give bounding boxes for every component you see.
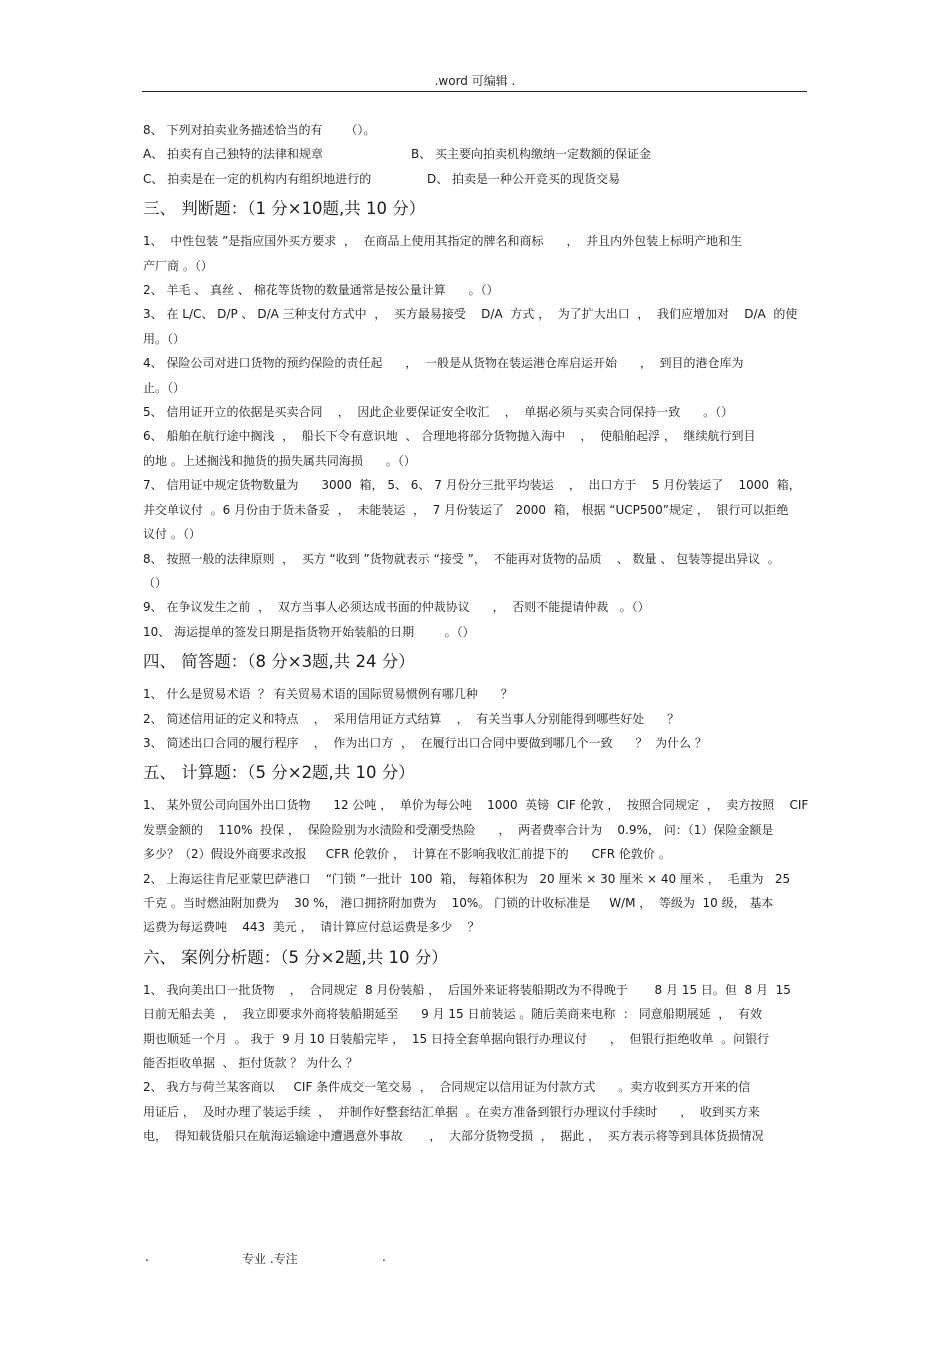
body-line: 8、 按照一般的法律原则 ， 买方 “收到 ”货物就表示 “接受 ”， 不能再对货物的品质 、 数量 、 包装等提出异议 。: [143, 551, 780, 566]
body-line: 7、 信用证中规定货物数量为 3000 箱， 5、 6、 7 月份分三批平均装运 ， 出口方于 5 月份装运了 1000 箱，: [143, 478, 801, 493]
body-line: 止。（）: [143, 380, 186, 395]
body-line: 2、 我方与荷兰某客商以 CIF 条件成交一笔交易 ， 合同规定以信用证为付款方式 。卖方收到买方开来的信: [143, 1080, 751, 1095]
footer-center: 专业 .专注: [242, 1252, 298, 1266]
page-header: .word 可编辑 .: [434, 74, 516, 88]
section-3-title: 三、 判断题：（1 分×10题,共 10 分）: [143, 199, 426, 219]
body-line: 并交单议付 。6 月份由于货未备妥 ， 未能装运 ， 7 月份装运了 2000 箱， 根据 “UCP500”规定 ， 银行可以拒绝: [143, 502, 789, 517]
option-a: A、 拍卖有自己独特的法律和规章: [143, 147, 324, 162]
body-line: 6、 船舶在航行途中搁浅 ， 船长下令有意识地 、 合理地将部分货物抛入海中 ， 使船舶起浮 ， 继续航行到目: [143, 429, 756, 444]
body-line: 2、 简述信用证的定义和特点 ， 采用信用证方式结算 ， 有关当事人分别能得到哪些好处 ？: [143, 711, 680, 726]
footer-left: .: [145, 1250, 149, 1264]
body-line: 用。（）: [143, 331, 186, 346]
body-line: 9、 在争议发生之前 ， 双方当事人必须达成书面的仲裁协议 ， 否则不能提请仲裁 。（）: [143, 600, 650, 615]
header-rule: [142, 91, 807, 92]
body-line: 1、 我向美出口一批货物 ， 合同规定 8 月份装船 ， 后国外来证将装船期改为不得晚于 8 月 15 日。但 8 月 15: [143, 982, 791, 997]
body-line: 产厂商 。（）: [143, 258, 213, 273]
q8-stem: 8、 下列对拍卖业务描述恰当的有 （）。: [143, 123, 376, 137]
option-c: C、 拍卖是在一定的机构内有组织地进行的: [143, 171, 372, 186]
body-line: 运费为每运费吨 443 美元 ， 请计算应付总运费是多少 ？: [143, 920, 480, 935]
body-line: 日前无船去美 ， 我立即要求外商将装船期延至 9 月 15 日前装运 。随后美商来电称 ： 同意船期展延 ， 有效: [143, 1007, 763, 1022]
body-line: 议付 。（）: [143, 527, 201, 542]
body-line: 1、 某外贸公司向国外出口货物 12 公吨 ， 单价为每公吨 1000 英镑 CIF 伦敦 ， 按照合同规定 ， 卖方按照 CIF: [143, 798, 809, 813]
section-6-body: [143, 978, 811, 1149]
body-line: 2、 上海运往肯尼亚蒙巴萨港口 “门锁 ”一批计 100 箱， 每箱体积为 20 厘米 × 30 厘米 × 40 厘米 ， 毛重为 25: [143, 871, 791, 886]
body-line: 10、 海运提单的签发日期是指货物开始装船的日期 。（）: [143, 624, 475, 639]
section-5-title: 五、 计算题：（5 分×2题,共 10 分）: [143, 763, 415, 783]
body-line: 发票金额的 110% 投保 ， 保险险别为水渍险和受潮受热险 ， 两者费率合计为 0.9%， 问：（1）保险金额是: [143, 822, 774, 837]
option-d: D、 拍卖是一种公开竞买的现货交易: [427, 171, 621, 186]
body-line: 2、 羊毛 、 真丝 、 棉花等货物的数量通常是按公量计算 。（）: [143, 283, 499, 298]
body-line: 3、 在 L/C、 D/P 、 D/A 三种支付方式中 ， 买方最易接受 D/A 方式 ， 为了扩大出口 ， 我们应增加对 D/A 的使: [143, 307, 798, 322]
body-line: （）: [143, 575, 168, 590]
body-line: 多少？（2）假设外商要求改报 CFR 伦敦价 ， 计算在不影响我收汇前提下的 CFR 伦敦价 。: [143, 847, 671, 862]
body-line: 的地 。上述搁浅和抛货的损失属共同海损 。（）: [143, 453, 416, 468]
body-line: 3、 简述出口合同的履行程序 ， 作为出口方 ， 在履行出口合同中要做到哪几个一致 ？ 为什么 ？: [143, 735, 707, 750]
body-line: 4、 保险公司对进口货物的预约保险的责任起 ， 一般是从货物在装运港仓库启运开始 ， 到目的港仓库为: [143, 356, 744, 371]
body-line: 期也顺延一个月 。 我于 9 月 10 日装船完毕 ， 15 日持全套单据向银行办理议付 ， 但银行拒绝收单 。问银行: [143, 1031, 770, 1046]
option-b: B、 买主要向拍卖机构缴纳一定数额的保证金: [411, 147, 652, 162]
section-5-body: [143, 793, 811, 939]
body-line: 能否拒收单据 、 拒付货款 ？ 为什么 ？: [143, 1056, 358, 1070]
section-4-body: [143, 682, 811, 755]
page-content: [143, 118, 811, 1149]
body-line: 用证后 ， 及时办理了装运手续 ， 并制作好整套结汇单据 。在卖方准备到银行办理议付手续时 ， 收到买方来: [143, 1104, 760, 1119]
body-line: 5、 信用证开立的依据是买卖合同 ， 因此企业要保证安全收汇 ， 单据必须与买卖合同保持一致 。（）: [143, 405, 734, 420]
body-line: 1、 中性包装 ”是指应国外买方要求 ， 在商品上使用其指定的牌名和商标 ， 并且内外包装上标明产地和生: [143, 234, 743, 249]
section-4-title: 四、 简答题：（8 分×3题,共 24 分）: [143, 652, 415, 672]
body-line: 电， 得知载货船只在航海运输途中遭遇意外事故 ， 大部分货物受损 ， 据此 ， 买方表示将等到具体货损情况: [143, 1129, 764, 1144]
q8-options-row-1: [143, 142, 811, 166]
section-3-body: [143, 229, 811, 644]
section-6-title: 六、 案例分析题：（5 分×2题,共 10 分）: [143, 947, 448, 967]
q8-options-row-2: [143, 167, 811, 191]
body-line: 1、 什么是贸易术语 ？ 有关贸易术语的国际贸易惯例有哪几种 ？: [143, 687, 513, 702]
footer-right: .: [382, 1250, 386, 1264]
body-line: 千克 。当时燃油附加费为 30 %， 港口拥挤附加费为 10%。 门锁的计收标准是 W/M ， 等级为 10 级， 基本: [143, 895, 774, 910]
